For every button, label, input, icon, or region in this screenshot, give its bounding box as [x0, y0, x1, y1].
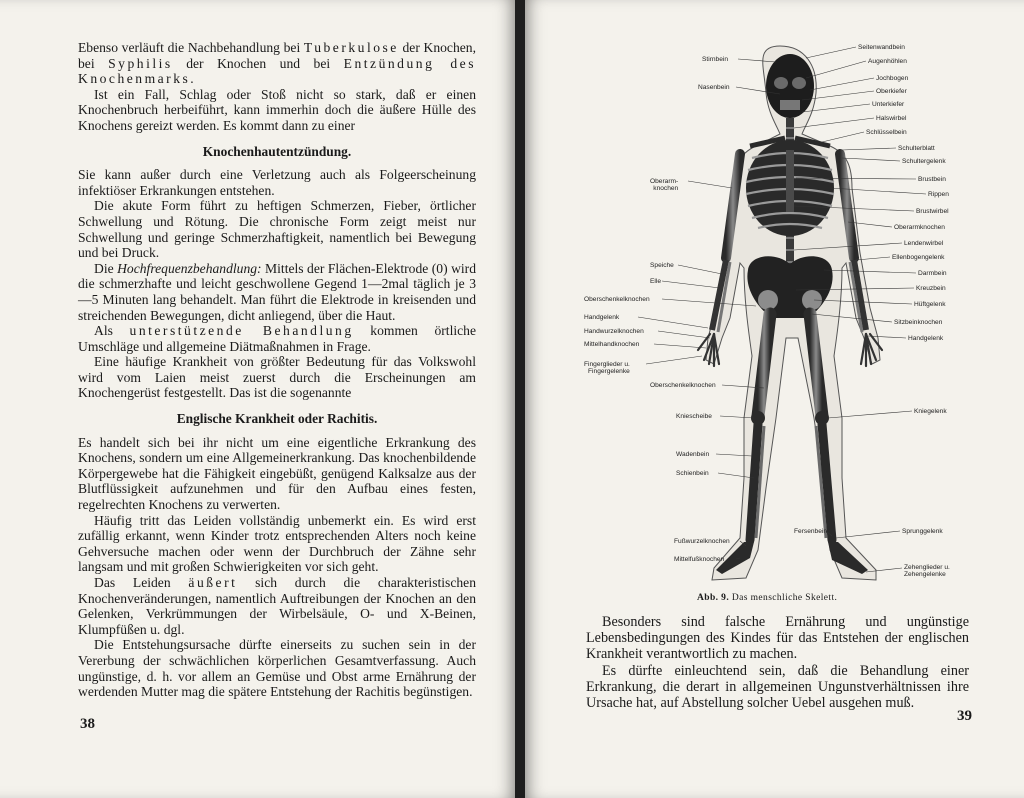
figure-label: Elle — [650, 278, 661, 285]
paragraph-r3 — [78, 575, 476, 637]
figure-label: Wadenbein — [676, 451, 710, 458]
figure-label: Schultergelenk — [902, 158, 946, 165]
paragraph-r4 — [78, 637, 476, 699]
figure-label: Zehenglieder u. Zehengelenke — [904, 564, 950, 579]
figure-label: Lendenwirbel — [904, 240, 944, 247]
heading-rachitis: Englische Krankheit oder Rachitis. — [176, 411, 378, 427]
figure-label: Sitzbeinknochen — [894, 319, 943, 326]
text-run: Hochfrequenzbehandlung: — [117, 260, 262, 276]
figure-label: Nasenbein — [698, 84, 730, 91]
heading-knochenhautentzuendung: Knochenhautentzündung. — [202, 143, 352, 159]
intro-paragraphs — [78, 40, 476, 134]
skeleton-figure — [580, 38, 970, 598]
figure-label: Hüftgelenk — [914, 301, 946, 308]
paragraph-p2 — [78, 87, 476, 134]
paragraph-s4 — [78, 323, 476, 354]
right-page-text — [586, 614, 969, 711]
figure-label: Fingerglieder u. Fingergelenke — [584, 361, 630, 376]
page-number-right: 39 — [957, 708, 972, 724]
figure-label: Handwurzelknochen — [584, 328, 644, 335]
text-run: Die — [94, 260, 118, 276]
figure-label: Speiche — [650, 262, 674, 269]
paragraph-s1 — [78, 167, 476, 198]
section-knochenhautentzuendung — [78, 167, 476, 401]
text-run: unterstützende Behandlung — [129, 323, 354, 339]
text-run: Tuberkulose — [303, 40, 399, 55]
text-run: Die Entstehungsursache dürfte einerseits zu suchen sein in der Vererbung der schwächlichen körperlichen Gesamtverfassung. Auch ungünstige, d. h. vor allem an Gemüse und Obst arme Ernährung der werdenden Mutter mag die spätere Entstehung der Rachitis begünstigen. — [78, 637, 476, 700]
paragraph-s3 — [78, 261, 476, 323]
text-run: Mittels der Flächen-Elektrode (0) wird die schmerzhafte und leicht geschwollene Gegend 1—2mal täglich je 3—5 Minuten lang behandelt. Man führt die Elektrode in kreisenden und streichenden Bewegungen, dicht anliegend, über die Haut. — [78, 260, 476, 323]
text-run: der Knochen, bei — [78, 40, 476, 71]
figure-label: Oberarm- knochen — [650, 178, 679, 193]
paragraph-q1 — [586, 614, 969, 663]
caption-text: Das menschliche Skelett. — [731, 593, 838, 603]
text-run: Eine häufige Krankheit von größter Bedeutung für das Volkswohl wird vom Laien meist zuerst durch die Erscheinungen am Knochengerüst festgestellt. Das ist die sogenannte — [78, 354, 476, 401]
figure-label: Schlüsselbein — [866, 129, 907, 136]
figure-label: Rippen — [928, 191, 949, 198]
text-run: Häufig tritt das Leiden vollständig unbemerkt ein. Es wird erst zufällig erkannt, wenn Kinder trotz entsprechenden Alters noch keine Gehversuche machen oder wenn der Durchbruch der Zähne sehr langsam und mit großen Schwierigkeiten vor sich geht. — [78, 512, 476, 575]
text-run: kommen örtliche Umschläge und allgemeine Diätmaßnahmen in Frage. — [78, 323, 477, 354]
text-run: äußert — [188, 575, 238, 590]
text-run: Es dürfte einleuchtend sein, daß die Behandlung einer Erkrankung, die derart in allgemeinen Ungunstverhältnissen ihre Ursache hat, auf Abstellung solcher Uebel ausgehen muß. — [586, 662, 969, 712]
text-run: Besonders sind falsche Ernährung und ungünstige Lebensbedingungen des Kindes für das Entstehen der englischen Krankheit verantwortlich zu machen. — [586, 614, 969, 663]
figure-label: Augenhöhlen — [868, 58, 907, 65]
section-rachitis — [78, 435, 476, 700]
page-number-left: 38 — [80, 716, 95, 732]
skeleton-illustration — [580, 38, 970, 598]
text-run: Ebenso verläuft die Nachbehandlung bei — [78, 40, 304, 55]
text-run: Entzündung des Knochenmarks. — [78, 55, 476, 87]
figure-label: Oberschenkelknochen — [650, 382, 716, 389]
text-run: Sie kann außer durch eine Verletzung auch als Folgeerscheinung infektiöser Erkrankungen entstehen. — [78, 167, 476, 198]
figure-label: Mittelfußknochen — [674, 556, 725, 563]
figure-label: Darmbein — [918, 270, 947, 277]
text-run: Ist ein Fall, Schlag oder Stoß nicht so stark, daß er einen Knochenbruch herbeiführt, kann immerhin doch die äußere Hülle des Knochens gereizt werden. Es kommt dann zu einer — [78, 86, 476, 133]
left-page-text — [78, 40, 476, 700]
figure-label: Mittelhandknochen — [584, 341, 640, 348]
figure-label: Brustbein — [918, 176, 946, 183]
figure-label: Stirnbein — [702, 56, 729, 63]
figure-label: Ellenbogengelenk — [892, 254, 945, 261]
text-run: der Knochen und bei — [172, 55, 344, 71]
figure-label: Kniegelenk — [914, 408, 947, 415]
text-run: sich durch die charakteristischen Knochenveränderungen, namentlich Auftreibungen der Knochen an den Gelenken, Verkrümmungen der Wirbelsäule, O- und X-Beinen, Klumpfüßen u. dgl. — [78, 575, 476, 637]
figure-label: Kreuzbein — [916, 285, 946, 292]
book-gutter — [515, 0, 525, 798]
paragraph-p1 — [78, 40, 476, 87]
text-run: Es handelt sich bei ihr nicht um eine eigentliche Erkrankung des Knochens, sondern um eine Allgemeinerkrankung. Das knochenbildende Körpergewebe hat die Fähigkeit eingebüßt, genügend Kalksalze aus der Blutflüssigkeit aufzunehmen und für den Aufbau eines festen, regelrechten Knochens zu verwerten. — [78, 434, 476, 513]
paragraph-s5 — [78, 354, 476, 401]
figure-label: Fußwurzelknochen — [674, 538, 730, 545]
figure-label: Brustwirbel — [916, 208, 949, 215]
figure-label: Seitenwandbein — [858, 44, 905, 51]
figure-label: Halswirbel — [876, 115, 907, 122]
text-run: Syphilis — [108, 55, 173, 71]
paragraph-s2 — [78, 198, 476, 260]
figure-label: Handgelenk — [908, 335, 944, 342]
paragraph-r1 — [78, 435, 476, 513]
text-run: Das Leiden — [94, 575, 189, 590]
paragraph-r2 — [78, 513, 476, 575]
figure-caption — [697, 593, 837, 603]
figure-label: Schienbein — [676, 470, 709, 477]
figure-label: Unterkiefer — [872, 101, 905, 108]
figure-label: Oberkiefer — [876, 88, 907, 95]
figure-label: Oberarmknochen — [894, 224, 945, 231]
figure-label: Fersenbein — [794, 528, 827, 535]
figure-label: Schulterblatt — [898, 145, 935, 152]
text-run: Als — [94, 323, 130, 339]
text-run: Die akute Form führt zu heftigen Schmerzen, Fieber, örtlicher Schwellung und Rötung. Die chronische Form zeigt meist nur Schwellung und geringe Schmerzhaftigkeit, namentlich bei Bewegung und bei Druck. — [78, 198, 476, 261]
figure-label: Handgelenk — [584, 314, 620, 321]
caption-prefix: Abb. 9. — [697, 593, 730, 603]
figure-label: Sprunggelenk — [902, 528, 943, 535]
figure-label: Kniescheibe — [676, 413, 712, 420]
figure-label: Oberschenkelknochen — [584, 296, 650, 303]
paragraph-q2 — [586, 663, 969, 712]
figure-label: Jochbogen — [876, 75, 909, 82]
